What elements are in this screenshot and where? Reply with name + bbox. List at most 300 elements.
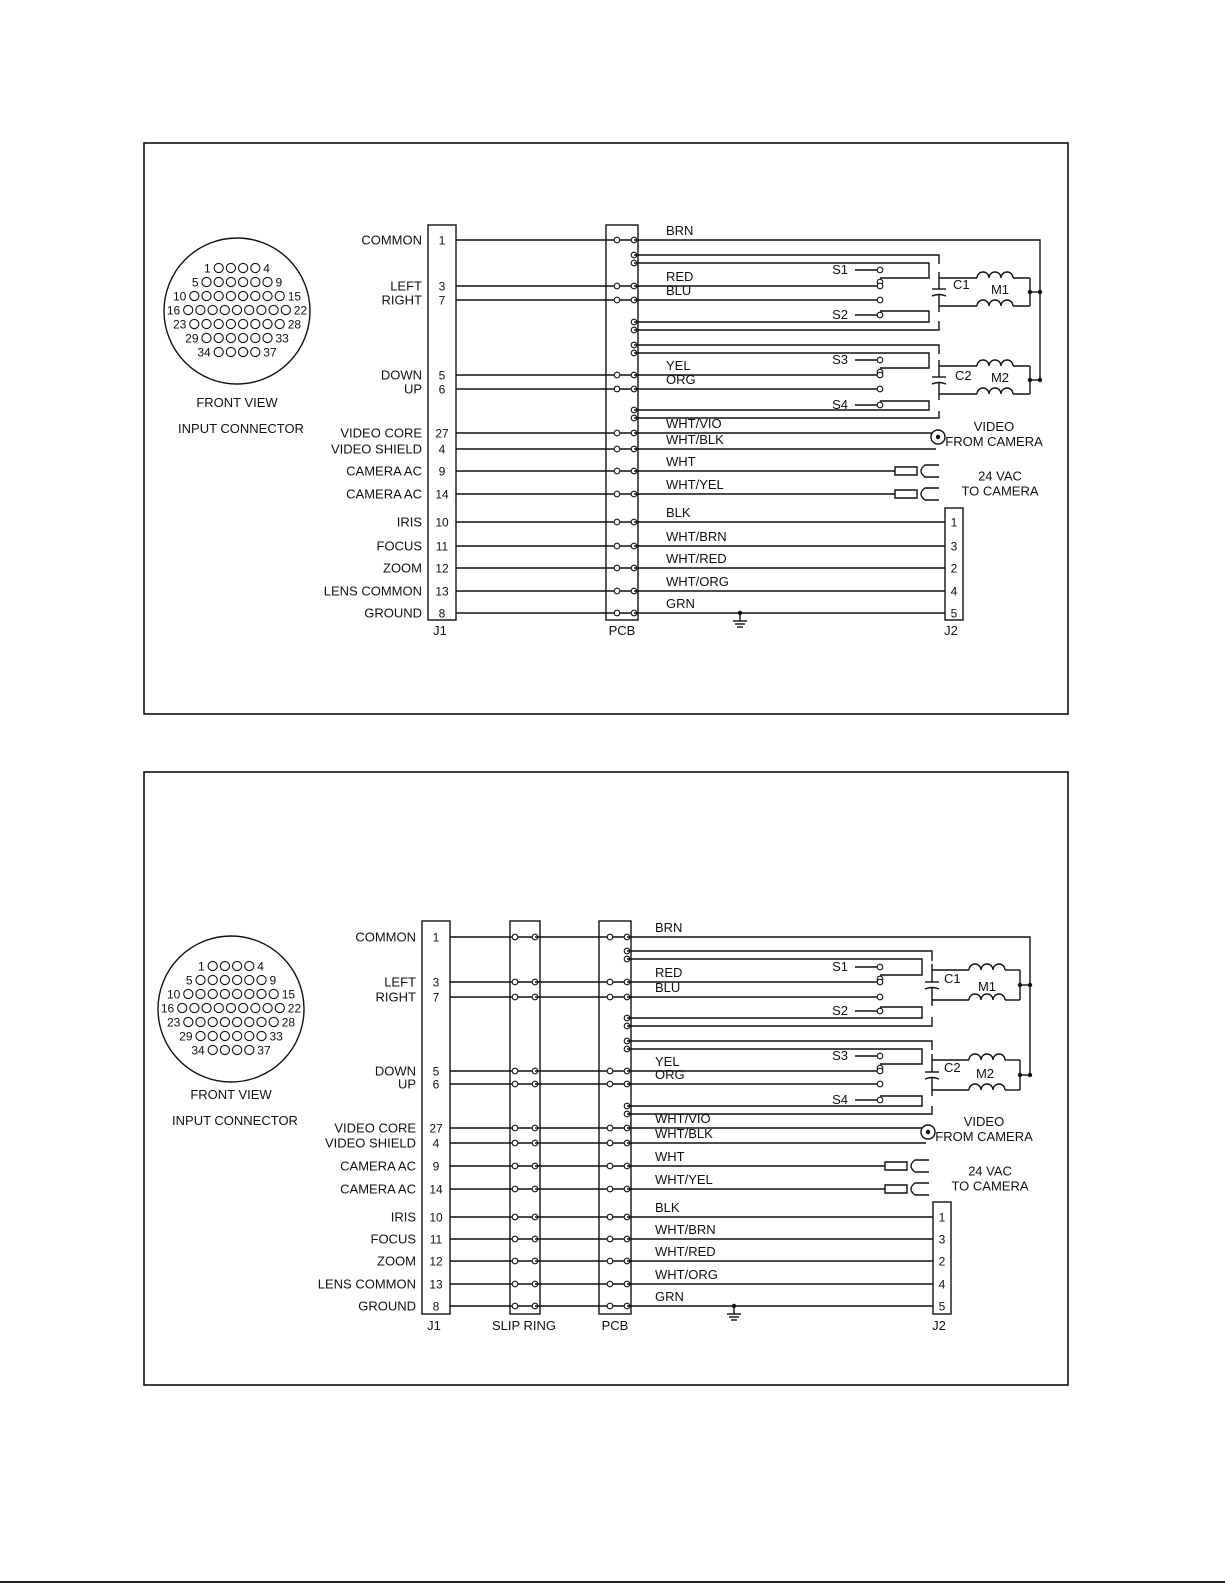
- connector-pin-hole: [251, 347, 260, 356]
- switch-label: S4: [832, 1092, 848, 1107]
- connector-pin-number: 5: [191, 275, 199, 290]
- connector-pin-hole: [257, 1017, 266, 1026]
- connector-pin-number: 9: [269, 973, 277, 988]
- motor-label: M1: [990, 282, 1010, 297]
- j1-pin-number: 3: [438, 279, 446, 294]
- connector-pin-hole: [226, 1003, 235, 1012]
- connector-pin-hole: [233, 961, 242, 970]
- connector-pin-number: 10: [166, 987, 181, 1002]
- j1-label: J1: [433, 623, 447, 638]
- switch-contact: [877, 1008, 883, 1014]
- connector-pin-number: 16: [160, 1001, 175, 1016]
- connector-pin-hole: [269, 305, 278, 314]
- connector-pin-hole: [220, 1045, 229, 1054]
- connector-pin-number: 37: [263, 345, 277, 360]
- wire-color-label: BLU: [666, 283, 692, 298]
- motor-coil: [969, 1054, 1005, 1060]
- wire-color-label: BLU: [655, 980, 681, 995]
- j2-pin-number: 1: [938, 1210, 946, 1225]
- connector-pin-hole: [269, 989, 278, 998]
- j1-pin-number: 9: [438, 464, 446, 479]
- pcb-label: PCB: [601, 1318, 629, 1333]
- j2-label: J2: [932, 1318, 946, 1333]
- pcb-terminal: [607, 1214, 613, 1220]
- signal-name: DOWN: [380, 367, 422, 383]
- connector-pin-hole: [233, 975, 242, 984]
- connector-pin-hole: [263, 319, 272, 328]
- j1-pin-number: 12: [435, 561, 449, 576]
- switch-contact: [877, 372, 883, 378]
- pcb-terminal: [607, 1236, 613, 1242]
- wire-color-label: WHT/VIO: [655, 1111, 711, 1126]
- j2-pin-number: 4: [938, 1277, 946, 1292]
- signal-name: VIDEO SHIELD: [324, 1135, 416, 1151]
- wire-color-label: WHT/RED: [666, 551, 727, 566]
- spade-lug-icon: [911, 1160, 929, 1172]
- motor-coil: [977, 388, 1013, 394]
- pcb-terminal: [614, 543, 620, 549]
- junction-dot: [1018, 1073, 1022, 1077]
- j1-pin-number: 6: [438, 382, 446, 397]
- slip-ring-terminal: [512, 1068, 518, 1074]
- connector-pin-number: 22: [293, 303, 308, 318]
- wire-color-label: RED: [666, 269, 694, 284]
- wire-color-label: WHT: [655, 1149, 685, 1164]
- connector-pin-hole: [233, 1045, 242, 1054]
- connector-pin-hole: [233, 1017, 242, 1026]
- wire-color-label: GRN: [655, 1289, 684, 1304]
- connector-pin-number: 33: [269, 1029, 283, 1044]
- connector-pin-hole: [220, 961, 229, 970]
- wire-color-label: BRN: [666, 223, 694, 238]
- connector-pin-hole: [202, 277, 211, 286]
- connector-pin-hole: [239, 263, 248, 272]
- connector-pin-number: 15: [287, 289, 302, 304]
- connector-pin-hole: [281, 305, 290, 314]
- pcb-terminal: [607, 1258, 613, 1264]
- connector-pin-hole: [257, 305, 266, 314]
- connector-pin-hole: [202, 291, 211, 300]
- signal-name: FOCUS: [376, 538, 422, 554]
- junction-dot: [1038, 290, 1042, 294]
- spade-lug-icon: [921, 465, 939, 477]
- signal-name: LEFT: [384, 974, 416, 990]
- connector-pin-hole: [220, 989, 229, 998]
- connector-pin-hole: [245, 1017, 254, 1026]
- wire-color-label: WHT/RED: [655, 1244, 716, 1259]
- slip-ring-terminal: [512, 1186, 518, 1192]
- connector-pin-number: 28: [287, 317, 302, 332]
- motor-label: M2: [990, 370, 1010, 385]
- connector-pin-hole: [233, 1031, 242, 1040]
- connector-pin-hole: [251, 277, 260, 286]
- j1-pin-number: 7: [432, 990, 440, 1005]
- slip-ring-label: SLIP RING: [491, 1318, 557, 1333]
- video-label: FROM CAMERA: [945, 434, 1043, 449]
- limit-loop-wire: [634, 311, 929, 322]
- switch-contact: [877, 402, 883, 408]
- spade-lug-icon: [911, 1183, 929, 1195]
- junction-dot: [1028, 983, 1032, 987]
- pcb-terminal: [607, 1163, 613, 1169]
- connector-pin-hole: [208, 989, 217, 998]
- connector-pin-hole: [226, 277, 235, 286]
- j2-pin-number: 2: [938, 1254, 946, 1269]
- junction-dot: [1018, 983, 1022, 987]
- motor-coil: [977, 300, 1013, 306]
- connector-pin-number: 22: [287, 1001, 302, 1016]
- connector-pin-hole: [196, 1031, 205, 1040]
- signal-name: UP: [397, 1076, 416, 1092]
- connector-pin-hole: [214, 1003, 223, 1012]
- signal-name: COMMON: [361, 232, 422, 248]
- input-connector-label: INPUT CONNECTOR: [172, 1113, 298, 1128]
- j1-pin-number: 11: [429, 1232, 443, 1247]
- j1-pin-number: 14: [435, 487, 449, 502]
- j1-pin-number: 10: [435, 515, 449, 530]
- switch-contact: [877, 297, 883, 303]
- connector-pin-hole: [202, 1003, 211, 1012]
- signal-name: COMMON: [355, 929, 416, 945]
- connector-pin-hole: [263, 291, 272, 300]
- motor-coil: [969, 964, 1005, 970]
- pcb-terminal: [607, 934, 613, 940]
- wire-color-label: WHT/YEL: [666, 477, 724, 492]
- slip-ring-terminal: [512, 979, 518, 985]
- power-label: TO CAMERA: [961, 483, 1039, 499]
- capacitor-label: C2: [944, 1060, 961, 1075]
- switch-label: S1: [832, 959, 848, 974]
- connector-pin-hole: [220, 1017, 229, 1026]
- pcb-terminal: [614, 297, 620, 303]
- connector-pin-number: 9: [275, 275, 283, 290]
- wire-color-label: WHT/ORG: [655, 1267, 718, 1282]
- connector-pin-hole: [214, 291, 223, 300]
- connector-pin-hole: [245, 1045, 254, 1054]
- signal-name: GROUND: [364, 605, 422, 621]
- signal-name: ZOOM: [383, 560, 422, 576]
- connector-pin-hole: [263, 1003, 272, 1012]
- pcb-terminal: [607, 1068, 613, 1074]
- video-connector-pin: [926, 1130, 930, 1134]
- j1-pin-number: 5: [438, 368, 446, 383]
- power-label: TO CAMERA: [951, 1178, 1029, 1194]
- j2-pin-number: 2: [950, 561, 958, 576]
- connector-pin-hole: [190, 291, 199, 300]
- signal-name: RIGHT: [375, 989, 416, 1005]
- connector-pin-hole: [257, 989, 266, 998]
- connector-pin-hole: [208, 1017, 217, 1026]
- j1-pin-number: 3: [432, 975, 440, 990]
- connector-pin-number: 4: [263, 261, 270, 276]
- slip-ring-terminal: [512, 1303, 518, 1309]
- video-connector-pin: [936, 435, 940, 439]
- j1-pin-number: 13: [435, 584, 449, 599]
- pcb-terminal: [614, 283, 620, 289]
- connector-pin-hole: [196, 975, 205, 984]
- diagram-frame: [144, 772, 1068, 1385]
- connector-pin-hole: [251, 1003, 260, 1012]
- pcb-terminal: [607, 1281, 613, 1287]
- pcb-terminal: [614, 386, 620, 392]
- pcb-terminal: [614, 588, 620, 594]
- connector-pin-hole: [275, 1003, 284, 1012]
- wire-color-label: WHT/BRN: [655, 1222, 716, 1237]
- connector-pin-hole: [226, 291, 235, 300]
- pcb-terminal: [614, 430, 620, 436]
- slip-ring-terminal: [512, 1125, 518, 1131]
- pcb-terminal: [607, 1186, 613, 1192]
- connector-pin-hole: [251, 291, 260, 300]
- connector-pin-number: 29: [179, 1029, 193, 1044]
- j1-pin-number: 1: [438, 233, 446, 248]
- signal-name: CAMERA AC: [340, 1158, 416, 1174]
- signal-name: LENS COMMON: [317, 1276, 416, 1292]
- connector-pin-hole: [239, 1003, 248, 1012]
- connector-pin-hole: [257, 975, 266, 984]
- wire-color-label: WHT/VIO: [666, 416, 722, 431]
- signal-name: VIDEO SHIELD: [330, 441, 422, 457]
- signal-name: FOCUS: [370, 1231, 416, 1247]
- connector-pin-hole: [220, 975, 229, 984]
- junction-dot: [1038, 378, 1042, 382]
- motor-coil: [977, 360, 1013, 366]
- signal-name: RIGHT: [381, 292, 422, 308]
- connector-pin-hole: [275, 291, 284, 300]
- connector-pin-hole: [251, 319, 260, 328]
- connector-pin-hole: [263, 333, 272, 342]
- video-label: VIDEO: [973, 419, 1015, 434]
- slip-ring-terminal: [512, 994, 518, 1000]
- j2-pin-number: 5: [938, 1299, 946, 1314]
- j2-pin-number: 3: [938, 1232, 946, 1247]
- limit-loop-wire: [634, 401, 929, 410]
- wire-color-label: WHT/BRN: [666, 529, 727, 544]
- connector-pin-hole: [184, 989, 193, 998]
- connector-pin-number: 1: [204, 261, 211, 276]
- connector-pin-hole: [178, 1003, 187, 1012]
- j2-pin-number: 4: [950, 584, 958, 599]
- j1-pin-number: 6: [432, 1077, 440, 1092]
- connector-pin-number: 4: [257, 959, 264, 974]
- wire-color-label: WHT: [666, 454, 696, 469]
- signal-name: CAMERA AC: [340, 1181, 416, 1197]
- pcb-terminal: [607, 1303, 613, 1309]
- j2-pin-number: 3: [950, 539, 958, 554]
- j1-pin-number: 1: [432, 930, 440, 945]
- switch-contact: [877, 386, 883, 392]
- connector-pin-hole: [208, 961, 217, 970]
- j1-pin-number: 14: [429, 1182, 443, 1197]
- connector-pin-hole: [196, 989, 205, 998]
- signal-name: CAMERA AC: [346, 486, 422, 502]
- pcb-terminal: [614, 372, 620, 378]
- connector-pin-number: 34: [191, 1043, 205, 1058]
- junction-dot: [1028, 290, 1032, 294]
- switch-contact: [877, 267, 883, 273]
- signal-name: VIDEO CORE: [334, 1120, 416, 1136]
- connector-pin-number: 10: [172, 289, 187, 304]
- connector-pin-hole: [245, 305, 254, 314]
- wire-color-label: WHT/ORG: [666, 574, 729, 589]
- wire-color-label: ORG: [666, 372, 696, 387]
- j1-pin-number: 4: [438, 442, 446, 457]
- connector-pin-hole: [208, 305, 217, 314]
- connector-pin-number: 33: [275, 331, 289, 346]
- j2-pin-number: 5: [950, 606, 958, 621]
- connector-pin-number: 15: [281, 987, 296, 1002]
- signal-name: IRIS: [390, 1209, 416, 1225]
- connector-pin-hole: [190, 1003, 199, 1012]
- switch-contact: [877, 1097, 883, 1103]
- switch-label: S4: [832, 397, 848, 412]
- j1-pin-number: 12: [429, 1254, 443, 1269]
- video-label: FROM CAMERA: [935, 1129, 1033, 1144]
- connector-pin-hole: [208, 1045, 217, 1054]
- connector-pin-hole: [214, 277, 223, 286]
- motor-coil: [977, 272, 1013, 278]
- pcb-terminal: [607, 994, 613, 1000]
- junction-dot: [1028, 1073, 1032, 1077]
- connector-pin-hole: [226, 263, 235, 272]
- switch-contact: [877, 1053, 883, 1059]
- connector-pin-hole: [245, 1031, 254, 1040]
- connector-pin-hole: [220, 1031, 229, 1040]
- j1-pin-number: 7: [438, 293, 446, 308]
- connector-pin-hole: [239, 319, 248, 328]
- capacitor-label: C1: [944, 971, 961, 986]
- connector-pin-number: 16: [166, 303, 181, 318]
- switch-label: S1: [832, 262, 848, 277]
- signal-name: GROUND: [358, 1298, 416, 1314]
- slip-ring-terminal: [512, 1281, 518, 1287]
- connector-pin-hole: [233, 989, 242, 998]
- connector-pin-hole: [226, 319, 235, 328]
- connector-pin-hole: [245, 961, 254, 970]
- front-view-label: FRONT VIEW: [196, 395, 278, 410]
- connector-pin-hole: [275, 319, 284, 328]
- signal-name: IRIS: [396, 514, 422, 530]
- connector-pin-hole: [239, 347, 248, 356]
- j2-pin-number: 1: [950, 515, 958, 530]
- signal-name: LEFT: [390, 278, 422, 294]
- switch-contact: [877, 357, 883, 363]
- connector-pin-number: 5: [185, 973, 193, 988]
- wire-color-label: GRN: [666, 596, 695, 611]
- connector-pin-number: 29: [185, 331, 199, 346]
- pcb-terminal: [607, 1081, 613, 1087]
- page-bottom-rule: [0, 1581, 1225, 1583]
- spade-lug-icon: [885, 1185, 907, 1193]
- input-connector-front-view: [164, 238, 310, 384]
- connector-pin-hole: [226, 347, 235, 356]
- j1-pin-number: 8: [438, 606, 446, 621]
- common-bus-wire: [627, 937, 1030, 1075]
- wire-color-label: BLK: [655, 1200, 680, 1215]
- connector-pin-number: 23: [172, 317, 187, 332]
- connector-pin-hole: [184, 1017, 193, 1026]
- connector-pin-hole: [214, 347, 223, 356]
- junction-dot: [1028, 378, 1032, 382]
- connector-pin-number: 1: [198, 959, 205, 974]
- connector-pin-hole: [257, 1031, 266, 1040]
- connector-pin-number: 23: [166, 1015, 181, 1030]
- connector-pin-hole: [239, 277, 248, 286]
- input-connector-front-view: [158, 936, 304, 1082]
- pcb-terminal: [614, 491, 620, 497]
- pcb-terminal: [614, 610, 620, 616]
- wire-color-label: RED: [655, 965, 683, 980]
- pcb-terminal: [607, 1125, 613, 1131]
- switch-label: S3: [832, 1048, 848, 1063]
- wire-color-label: YEL: [655, 1054, 680, 1069]
- capacitor-label: C1: [953, 277, 970, 292]
- j1-pin-number: 11: [435, 539, 449, 554]
- video-label: VIDEO: [963, 1114, 1005, 1129]
- connector-pin-hole: [214, 333, 223, 342]
- switch-contact: [877, 1068, 883, 1074]
- connector-pin-hole: [239, 333, 248, 342]
- capacitor-label: C2: [955, 368, 972, 383]
- connector-pin-hole: [220, 305, 229, 314]
- connector-pin-number: 37: [257, 1043, 271, 1058]
- switch-label: S3: [832, 352, 848, 367]
- switch-contact: [877, 283, 883, 289]
- switch-label: S2: [832, 1003, 848, 1018]
- wire-color-label: BLK: [666, 505, 691, 520]
- signal-name: VIDEO CORE: [340, 425, 422, 441]
- diagram-d2: [144, 772, 1068, 1385]
- motor-coil: [969, 994, 1005, 1000]
- connector-pin-hole: [269, 1017, 278, 1026]
- slip-ring-terminal: [512, 1163, 518, 1169]
- signal-name: UP: [403, 381, 422, 397]
- signal-name: DOWN: [374, 1063, 416, 1079]
- pcb-terminal: [607, 1140, 613, 1146]
- spade-lug-icon: [885, 1162, 907, 1170]
- connector-pin-hole: [214, 319, 223, 328]
- connector-pin-hole: [190, 319, 199, 328]
- slip-ring-terminal: [512, 1140, 518, 1146]
- pcb-terminal: [614, 519, 620, 525]
- connector-pin-hole: [208, 1031, 217, 1040]
- connector-pin-hole: [251, 263, 260, 272]
- connector-pin-hole: [196, 1017, 205, 1026]
- wire-color-label: WHT/BLK: [655, 1126, 713, 1141]
- power-label: 24 VAC: [968, 1163, 1012, 1179]
- input-connector-label: INPUT CONNECTOR: [178, 421, 304, 436]
- switch-contact: [877, 979, 883, 985]
- signal-name: LENS COMMON: [323, 583, 422, 599]
- connector-pin-hole: [202, 333, 211, 342]
- connector-pin-number: 28: [281, 1015, 296, 1030]
- switch-contact: [877, 1081, 883, 1087]
- diagram-d1: [144, 143, 1068, 714]
- wire-color-label: YEL: [666, 358, 691, 373]
- switch-contact: [877, 994, 883, 1000]
- pcb-terminal: [607, 979, 613, 985]
- j1-pin-number: 27: [429, 1121, 443, 1136]
- j1-pin-number: 27: [435, 426, 449, 441]
- signal-name: CAMERA AC: [346, 463, 422, 479]
- motor-label: M1: [977, 979, 997, 994]
- switch-label: S2: [832, 307, 848, 322]
- pcb-label: PCB: [608, 623, 636, 638]
- j1-pin-number: 5: [432, 1064, 440, 1079]
- motor-label: M2: [975, 1066, 995, 1081]
- pcb-terminal: [614, 446, 620, 452]
- j1-pin-number: 4: [432, 1136, 440, 1151]
